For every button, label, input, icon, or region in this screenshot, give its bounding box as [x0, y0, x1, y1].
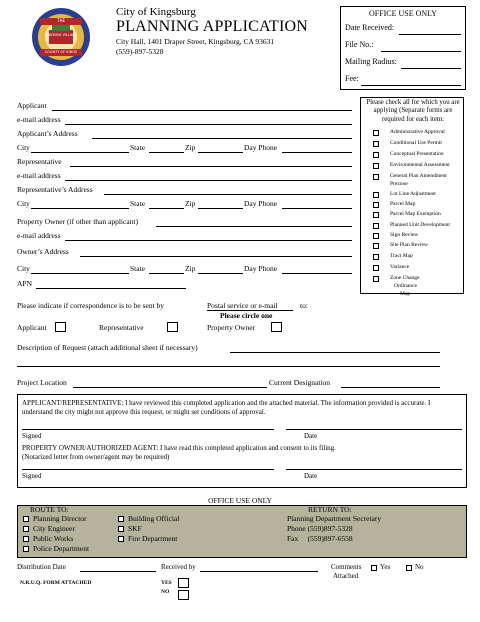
rep-zip-label: Zip [185, 199, 196, 208]
owner-email-label: e-mail address [17, 231, 61, 240]
checkbox-administrative-approval[interactable] [373, 130, 379, 136]
page-title: PLANNING APPLICATION [116, 18, 309, 35]
seal-text-bottom: COUNTY OF KINGS [44, 50, 78, 54]
date-received-field[interactable] [399, 34, 461, 35]
office-use-title: OFFICE USE ONLY [368, 9, 438, 18]
fee-label: Fee: [345, 74, 359, 83]
description-label: Description of Request (attach additional sheet if necessary) [17, 343, 198, 352]
comments-label: Comments [331, 563, 362, 571]
route-checkbox-police-department[interactable] [23, 546, 29, 552]
application-type-label: Administrative Approval [390, 129, 445, 135]
apn-field[interactable] [36, 288, 186, 289]
owner-field[interactable] [156, 226, 352, 227]
route-label: Planning Director [33, 514, 87, 523]
applicant-zip-field[interactable] [198, 152, 243, 153]
comments-yes-checkbox[interactable] [371, 565, 377, 571]
recipient-applicant-label: Applicant [17, 323, 47, 332]
owner-zip-label: Zip [185, 264, 196, 273]
application-type-label: Site Plan Review [390, 242, 428, 248]
applicant-state-label: State [130, 143, 145, 152]
representative-field[interactable] [70, 166, 352, 167]
application-type-label: Environmental Assessment [390, 162, 450, 168]
mailing-radius-field[interactable] [401, 68, 461, 69]
office-use-box-bottom [17, 505, 467, 558]
checkbox-lot-line-adjustment[interactable] [373, 192, 379, 198]
checkbox-zone-change[interactable] [373, 276, 379, 282]
route-label: Police Department [33, 544, 90, 553]
checkbox-sign-review[interactable] [373, 233, 379, 239]
applicant-state-field[interactable] [149, 152, 184, 153]
owner-state-label: State [130, 264, 145, 273]
checkbox-environmental-assessment[interactable] [373, 163, 379, 169]
rep-address-field[interactable] [104, 194, 352, 195]
applicant-city-field[interactable] [31, 152, 129, 153]
return-line-1: Planning Department Secretary [287, 514, 382, 523]
current-designation-label: Current Designation [269, 378, 331, 387]
owner-address-label: Owner’s Address [17, 247, 69, 256]
seal-text-top: THE [57, 18, 65, 23]
route-to-label: ROUTE TO: [30, 505, 69, 514]
owner-consent: PROPERTY OWNER/AUTHORIZED AGENT: I have read this completed application and consent to its filing. [22, 444, 336, 452]
rep-city-field[interactable] [31, 208, 129, 209]
return-to-label: RETURN TO: [308, 505, 352, 514]
route-label: SKF [128, 524, 142, 533]
file-no-field[interactable] [381, 51, 461, 52]
correspondence-circle-note: Please circle one [220, 311, 273, 320]
application-type-label: Lot Line Adjustment [390, 191, 436, 197]
city-name: City of Kingsburg [116, 6, 196, 18]
checkbox-parcel-map-exemption[interactable] [373, 212, 379, 218]
checkbox-parcel-map[interactable] [373, 202, 379, 208]
city-address: City Hall, 1401 Draper Street, Kingsburg, CA 93631 [116, 37, 275, 46]
seal-text-mid: SWEDISH VILLAGE [44, 33, 78, 37]
representative-label: Representative [17, 157, 62, 166]
checkbox-tract-map[interactable] [373, 254, 379, 260]
recipient-owner-checkbox[interactable] [271, 322, 282, 332]
application-type-label: Parcel Map Exemption [390, 211, 441, 217]
rep-state-field[interactable] [149, 208, 184, 209]
office-use-title-bottom: OFFICE USE ONLY [208, 496, 272, 505]
received-by-label: Received by [161, 563, 196, 571]
correspondence-prompt: Please indicate if correspondence is to be sent by [17, 301, 165, 310]
application-type-label: Sign Review [390, 232, 419, 238]
signature-box [17, 394, 467, 488]
correspondence-method: Postal service or e-mail [207, 301, 278, 310]
rep-email-field[interactable] [65, 180, 352, 181]
correspondence-to: to: [300, 301, 308, 310]
route-label: City Engineer [33, 524, 75, 533]
owner-email-field[interactable] [65, 240, 352, 241]
rep-state-label: State [130, 199, 145, 208]
route-checkbox-skf[interactable] [118, 526, 124, 532]
checkbox-conditional-use-permit[interactable] [373, 141, 379, 147]
route-label: Building Official [128, 514, 180, 523]
apn-label: APN [17, 279, 33, 288]
application-type-label: Variance [390, 264, 410, 270]
applicant-email-field[interactable] [65, 124, 352, 125]
recipient-representative-checkbox[interactable] [167, 322, 178, 332]
office-use-box-top [340, 6, 466, 90]
owner-city-field[interactable] [31, 273, 129, 274]
date-received-label: Date Received: [345, 23, 395, 32]
checkbox-general-plan-amendment[interactable] [373, 174, 379, 180]
rep-address-label: Representative’s Address [17, 185, 93, 194]
date-label-1: Date [304, 432, 318, 440]
application-type-label: General Plan Amendment [390, 173, 447, 179]
applicant-zip-label: Zip [185, 143, 196, 152]
application-type-label: Parcel Map [390, 201, 416, 207]
owner-phone-field[interactable] [282, 273, 352, 274]
applicant-email-label: e-mail address [17, 115, 61, 124]
applicant-signature-field[interactable] [22, 429, 274, 430]
recipient-applicant-checkbox[interactable] [55, 322, 66, 332]
rep-phone-label: Day Phone [244, 199, 278, 208]
signed-label-1: Signed [22, 432, 42, 440]
return-line-3: Fax (559)897-6558 [287, 534, 353, 543]
route-checkbox-fire-department[interactable] [118, 536, 124, 542]
checkbox-planned-unit-development[interactable] [373, 223, 379, 229]
applicant-address-label: Applicant’s Address [17, 129, 78, 138]
file-no-label: File No.: [345, 40, 374, 49]
application-type-label: Conceptual Presentation [390, 151, 444, 157]
applicant-phone-label: Day Phone [244, 143, 278, 152]
applicant-address-field[interactable] [92, 138, 352, 139]
checkbox-conceptual-presentation[interactable] [373, 152, 379, 158]
rep-phone-field[interactable] [282, 208, 352, 209]
comments-no-checkbox[interactable] [406, 565, 412, 571]
owner-city-label: City [17, 264, 30, 273]
comments-no-label: No [415, 563, 424, 571]
checkbox-site-plan-review[interactable] [373, 243, 379, 249]
route-checkbox-public-works[interactable] [23, 536, 29, 542]
applicant-label: Applicant [17, 101, 47, 110]
route-checkbox-planning-director[interactable] [23, 516, 29, 522]
owner-signature-field[interactable] [22, 469, 274, 470]
nruq-no-checkbox[interactable] [178, 590, 189, 600]
application-type-label: Map [400, 291, 411, 297]
application-type-heading: Please check all for which you are applying (Separate forms are required for each item: [366, 99, 460, 123]
route-checkbox-city-engineer[interactable] [23, 526, 29, 532]
rep-email-label: e-mail address [17, 171, 61, 180]
applicant-city-label: City [17, 143, 30, 152]
route-checkbox-building-official[interactable] [118, 516, 124, 522]
application-type-label: Planned Unit Development [390, 222, 450, 228]
owner-phone-label: Day Phone [244, 264, 278, 273]
applicant-phone-field[interactable] [282, 152, 352, 153]
applicant-date-field[interactable] [286, 429, 462, 430]
mailing-radius-label: Mailing Radius: [345, 57, 397, 66]
application-type-box [360, 97, 464, 297]
rep-zip-field[interactable] [198, 208, 243, 209]
comments-yes-label: Yes [380, 563, 391, 571]
owner-date-field[interactable] [286, 469, 462, 470]
current-designation-field[interactable] [341, 387, 440, 388]
route-label: Fire Department [128, 534, 178, 543]
owner-zip-field[interactable] [198, 273, 243, 274]
owner-state-field[interactable] [149, 273, 184, 274]
attached-label: Attached [333, 572, 359, 580]
application-type-label: Zone Change [390, 275, 420, 281]
received-by-field[interactable] [200, 571, 318, 572]
date-label-2: Date [304, 472, 318, 480]
nruq-yes-checkbox[interactable] [178, 578, 189, 588]
city-phone: (559)-897-5328 [116, 47, 164, 56]
return-line-2: Phone (559)897-5328 [287, 524, 353, 533]
description-field-2[interactable] [17, 366, 440, 367]
applicant-field[interactable] [52, 110, 352, 111]
application-type-label: Ordinance [394, 283, 417, 289]
owner-label: Property Owner (if other than applicant) [17, 217, 138, 226]
nruq-yes-label: YES [161, 580, 172, 586]
city-seal [30, 6, 92, 68]
distribution-date-label: Distribution Date [17, 563, 66, 571]
applicant-certification: APPLICANT/REPRESENTATIVE: I have reviewed this completed application and the attached material. The information provided is accurate. I understand the city might not approve this request, or might set conditions of approval. [22, 399, 431, 416]
application-type-label: Conditional Use Permit [390, 140, 442, 146]
application-type-label: Prezone [390, 181, 408, 187]
recipient-owner-label: Property Owner [207, 323, 256, 332]
application-type-label: Tract Map [390, 253, 413, 259]
project-location-label: Project Location [17, 378, 67, 387]
nruq-label: N.R.U.Q. FORM ATTACHED [20, 580, 92, 586]
description-field-1[interactable] [230, 352, 440, 353]
distribution-date-field[interactable] [80, 571, 156, 572]
signed-label-2: Signed [22, 472, 42, 480]
rep-city-label: City [17, 199, 30, 208]
fee-field[interactable] [361, 85, 461, 86]
owner-address-field[interactable] [80, 256, 352, 257]
project-location-field[interactable] [73, 387, 267, 388]
route-label: Public Works [33, 534, 74, 543]
nruq-no-label: NO [161, 589, 170, 595]
checkbox-variance[interactable] [373, 265, 379, 271]
recipient-representative-label: Representative [99, 323, 144, 332]
notarized-note: (Notarized letter from owner/agent may be required) [22, 453, 170, 461]
